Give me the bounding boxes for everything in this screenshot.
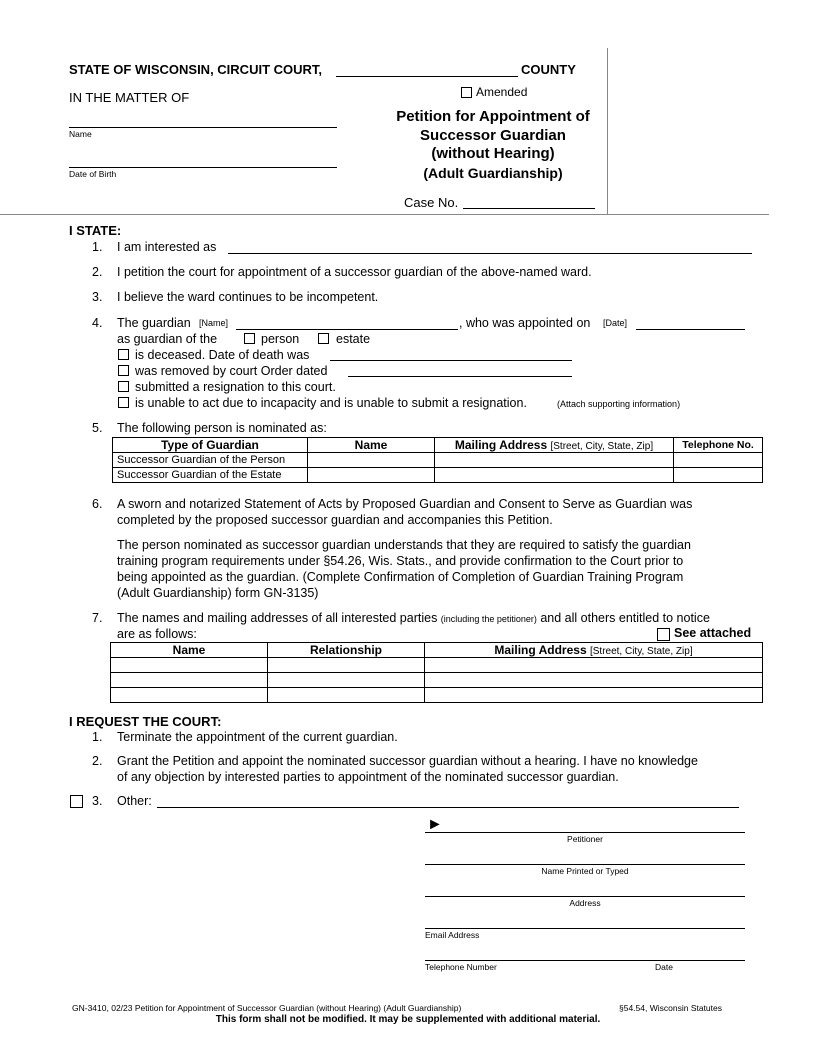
- address-field[interactable]: [425, 896, 745, 897]
- resignation-checkbox[interactable]: [118, 381, 129, 392]
- request-item3-text: Other:: [117, 794, 152, 808]
- county-field[interactable]: [336, 76, 518, 77]
- item7-num: 7.: [92, 611, 103, 625]
- training-line-1: The person nominated as successor guardian understands that they are required to satisfy the guardian: [117, 538, 691, 552]
- dob-label: Date of Birth: [69, 169, 117, 179]
- request-heading: I REQUEST THE COURT:: [69, 714, 222, 729]
- deceased-text: is deceased. Date of death was: [135, 348, 310, 362]
- item2-num: 2.: [92, 265, 103, 279]
- item3-text: I believe the ward continues to be incompetent.: [117, 290, 379, 304]
- petitioner-label: Petitioner: [567, 834, 603, 844]
- request-item1-num: 1.: [92, 730, 103, 744]
- name-field[interactable]: [69, 127, 337, 128]
- i-state-heading: I STATE:: [69, 223, 122, 238]
- item4-date-hint: [Date]: [603, 318, 628, 328]
- col-party-address-label: Mailing Address: [494, 643, 587, 657]
- item2-text: I petition the court for appointment of a successor guardian of the above-named ward.: [117, 265, 592, 279]
- col-party-name: Name: [111, 643, 268, 658]
- amended-label: Amended: [476, 85, 528, 99]
- name-printed-field[interactable]: [425, 864, 745, 865]
- estate-label: estate: [336, 332, 371, 346]
- interested-parties-table: [110, 642, 763, 703]
- party-address-cell[interactable]: [425, 688, 763, 703]
- petitioner-signature-field[interactable]: [425, 832, 745, 833]
- deceased-checkbox[interactable]: [118, 349, 129, 360]
- in-the-matter-of: IN THE MATTER OF: [69, 90, 190, 105]
- item4-num: 4.: [92, 316, 103, 330]
- training-line-2: training program requirements under §54.26, Wis. Stats., and provide confirmation to the Court prior to: [117, 554, 684, 568]
- unable-text: is unable to act due to incapacity and is unable to submit a resignation.: [135, 396, 527, 410]
- party-relationship-cell[interactable]: [268, 658, 425, 673]
- training-line-4: (Adult Guardianship) form GN-3135): [117, 586, 319, 600]
- request-item2-line2: of any objection by interested parties to appointment of the nominated successor guardian.: [117, 770, 619, 784]
- name-printed-label: Name Printed or Typed: [541, 866, 629, 876]
- amended-checkbox[interactable]: [461, 87, 472, 98]
- request-item2-line1: Grant the Petition and appoint the nominated successor guardian without a hearing. I have no knowledge: [117, 754, 698, 768]
- appointed-date-field[interactable]: [636, 329, 745, 330]
- interested-as-field[interactable]: [228, 253, 752, 254]
- party-relationship-cell[interactable]: [268, 673, 425, 688]
- row-type-estate: Successor Guardian of the Estate: [113, 468, 308, 483]
- item7-line2: are as follows:: [117, 627, 197, 641]
- cell-person-phone[interactable]: [674, 453, 763, 468]
- cell-estate-phone[interactable]: [674, 468, 763, 483]
- col-type-of-guardian: Type of Guardian: [113, 438, 308, 453]
- header-horizontal-divider: [0, 214, 769, 215]
- item6-line2: completed by the proposed successor guardian and accompanies this Petition.: [117, 513, 553, 527]
- title-line-1: Petition for Appointment of: [396, 108, 590, 125]
- col-mailing-address-label: Mailing Address: [454, 438, 548, 452]
- table-row: [113, 453, 763, 468]
- person-label: person: [261, 332, 300, 346]
- item3-num: 3.: [92, 290, 103, 304]
- item7-line1b: (including the petitioner): [440, 614, 537, 624]
- removed-date-field[interactable]: [348, 376, 572, 377]
- training-paragraph: [117, 537, 691, 601]
- item4-as-guardian-text: as guardian of the: [117, 332, 218, 346]
- removed-checkbox[interactable]: [118, 365, 129, 376]
- col-mailing-address-sub: [Street, City, State, Zip]: [550, 441, 654, 452]
- item7-line1c: and all others entitled to notice: [540, 611, 710, 625]
- party-address-cell[interactable]: [425, 658, 763, 673]
- item1-text: I am interested as: [117, 240, 217, 254]
- date-of-death-field[interactable]: [330, 360, 572, 361]
- signature-arrow-icon: ►: [427, 816, 443, 833]
- item5-num: 5.: [92, 421, 103, 435]
- party-name-cell[interactable]: [111, 673, 268, 688]
- table-row: [113, 468, 763, 483]
- item7-line1a: The names and mailing addresses of all interested parties: [117, 611, 438, 625]
- table-row: [111, 673, 763, 688]
- party-name-cell[interactable]: [111, 688, 268, 703]
- party-relationship-cell[interactable]: [268, 688, 425, 703]
- item4-guardian-text: The guardian: [117, 316, 191, 330]
- footer-notice: This form shall not be modified. It may be supplemented with additional material.: [215, 1014, 601, 1025]
- item6-num: 6.: [92, 497, 103, 511]
- title-line-2: Successor Guardian: [420, 126, 566, 144]
- col-name: Name: [308, 438, 435, 453]
- email-label: Email Address: [425, 930, 480, 940]
- cell-person-name[interactable]: [308, 453, 435, 468]
- col-party-address: [425, 643, 763, 658]
- item1-num: 1.: [92, 240, 103, 254]
- unable-note: (Attach supporting information): [557, 399, 681, 409]
- email-field[interactable]: [425, 928, 745, 929]
- court-line-left: STATE OF WISCONSIN, CIRCUIT COURT,: [69, 62, 323, 77]
- nominee-table: [112, 437, 763, 483]
- item7-line1: [117, 611, 710, 625]
- case-no-label: Case No.: [404, 195, 459, 210]
- party-address-cell[interactable]: [425, 673, 763, 688]
- table-row: [111, 688, 763, 703]
- table-row: [111, 658, 763, 673]
- parties-table-header: [111, 643, 763, 658]
- other-checkbox[interactable]: [70, 795, 83, 808]
- party-name-cell[interactable]: [111, 658, 268, 673]
- name-label: Name: [69, 129, 92, 139]
- person-checkbox[interactable]: [244, 333, 255, 344]
- unable-checkbox[interactable]: [118, 397, 129, 408]
- see-attached-checkbox[interactable]: [657, 628, 670, 641]
- title-line-3: (without Hearing): [431, 145, 555, 162]
- col-relationship: Relationship: [268, 643, 425, 658]
- footer-statute: §54.54, Wisconsin Statutes: [619, 1003, 723, 1013]
- case-no-field[interactable]: [463, 208, 595, 209]
- removed-text: was removed by court Order dated: [135, 364, 328, 378]
- form-title: [380, 108, 606, 182]
- cell-estate-address[interactable]: [435, 468, 674, 483]
- item5-text: The following person is nominated as:: [117, 421, 327, 435]
- training-line-3: being appointed as the guardian. (Complete Confirmation of Completion of Guardian Training Program: [117, 570, 684, 584]
- telephone-date-field[interactable]: [425, 960, 745, 961]
- cell-estate-name[interactable]: [308, 468, 435, 483]
- request-item3-num: 3.: [92, 794, 103, 808]
- guardian-name-field[interactable]: [236, 329, 458, 330]
- col-party-address-sub: [Street, City, State, Zip]: [589, 646, 693, 657]
- court-line-right: COUNTY: [521, 62, 576, 77]
- nominee-table-header: [113, 438, 763, 453]
- row-type-person: Successor Guardian of the Person: [113, 453, 308, 468]
- request-item1-text: Terminate the appointment of the current guardian.: [117, 730, 398, 744]
- title-line-4: (Adult Guardianship): [423, 164, 563, 181]
- cell-person-address[interactable]: [435, 453, 674, 468]
- footer-form-id: GN-3410, 02/23 Petition for Appointment of Successor Guardian (without Hearing) (Adult Guardianship): [72, 1003, 462, 1013]
- dob-field[interactable]: [69, 167, 337, 168]
- resignation-text: submitted a resignation to this court.: [135, 380, 336, 394]
- item6-line1: A sworn and notarized Statement of Acts by Proposed Guardian and Consent to Serve as Guardian was: [117, 497, 693, 511]
- address-label: Address: [569, 898, 601, 908]
- see-attached-label: See attached: [674, 626, 752, 640]
- header-vertical-divider: [607, 48, 608, 214]
- other-field[interactable]: [157, 807, 739, 808]
- item4-name-hint: [Name]: [199, 318, 229, 328]
- col-telephone: Telephone No.: [674, 438, 763, 453]
- item4-appointed-text: , who was appointed on: [459, 316, 591, 330]
- request-item2-num: 2.: [92, 754, 103, 768]
- telephone-label: Telephone Number: [425, 962, 497, 972]
- estate-checkbox[interactable]: [318, 333, 329, 344]
- date-label: Date: [655, 962, 673, 972]
- col-mailing-address: [435, 438, 674, 453]
